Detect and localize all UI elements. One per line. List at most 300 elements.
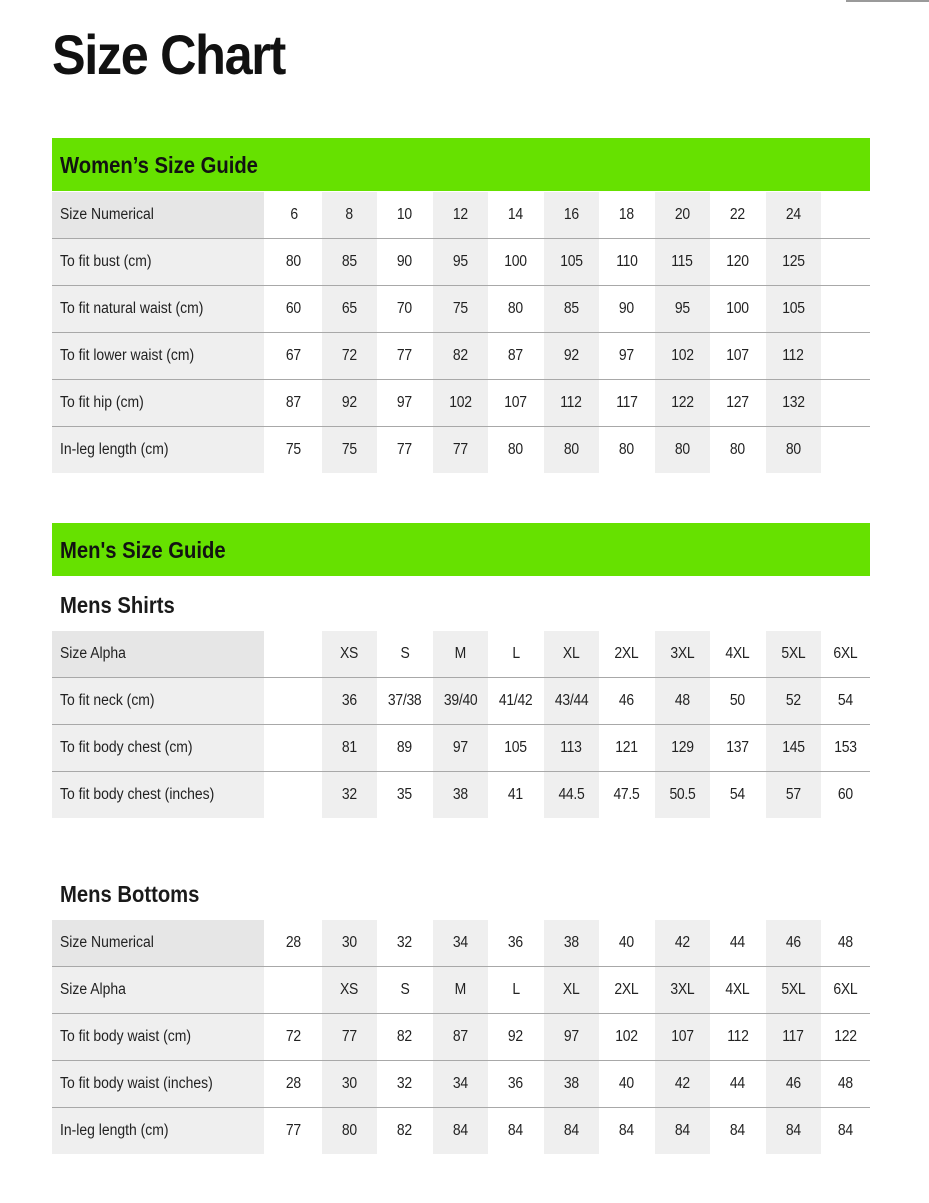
table-cell: [266, 772, 322, 819]
cell-value: 145: [782, 739, 805, 756]
table-cell: [488, 1014, 544, 1061]
table-cell: [766, 1061, 822, 1108]
mens-shirts-table: [52, 631, 870, 818]
table-cell: [655, 380, 711, 427]
table-cell: [710, 1014, 766, 1061]
table-cell: [710, 333, 766, 380]
row-label-text: To fit bust (cm): [60, 253, 152, 270]
cell-value: 77: [286, 1122, 302, 1139]
table-cell: [599, 967, 655, 1014]
cell-value: XS: [340, 981, 359, 998]
table-cell: [433, 967, 489, 1014]
mens-shirts-title: Mens Shirts: [60, 592, 175, 618]
table-cell: [488, 631, 544, 678]
cell-value: XL: [562, 645, 580, 662]
cell-value: 24: [785, 206, 801, 223]
table-cell: [821, 772, 870, 819]
table-cell: [433, 1061, 489, 1108]
cell-value: 46: [619, 692, 635, 709]
cell-value: 57: [785, 786, 801, 803]
table-cell: [655, 678, 711, 725]
cell-value: 32: [341, 786, 357, 803]
table-cell: [377, 772, 433, 819]
cell-value: 84: [785, 1122, 801, 1139]
table-cell: [821, 1108, 870, 1155]
table-cell: [377, 239, 433, 286]
table-cell: [655, 286, 711, 333]
table-cell: [710, 678, 766, 725]
cell-value: 105: [560, 253, 583, 270]
table-cell: [544, 192, 600, 239]
table-cell: [322, 1061, 378, 1108]
table-cell: [488, 333, 544, 380]
table-cell: [766, 427, 822, 474]
cell-value: 60: [286, 300, 302, 317]
cell-value: 137: [726, 739, 749, 756]
table-cell: [488, 967, 544, 1014]
cell-value: 41: [508, 786, 524, 803]
table-cell: [488, 725, 544, 772]
cell-value: 102: [449, 394, 472, 411]
table-cell: [266, 678, 322, 725]
table-cell: [821, 1061, 870, 1108]
table-cell: [599, 631, 655, 678]
table-cell: [322, 967, 378, 1014]
cell-value: 107: [671, 1028, 694, 1045]
cell-value: 14: [508, 206, 524, 223]
table-row-to-fit-bust-cm: [52, 239, 870, 286]
cell-value: 72: [341, 347, 357, 364]
cell-value: 36: [341, 692, 357, 709]
cell-value: 41/42: [498, 692, 533, 709]
table-row-size-alpha: [52, 631, 870, 678]
table-cell: [488, 772, 544, 819]
table-cell: [433, 333, 489, 380]
cell-value: 105: [504, 739, 527, 756]
cell-value: 60: [838, 786, 853, 803]
table-cell: [710, 631, 766, 678]
cell-value: 38: [563, 934, 579, 951]
table-cell: [766, 772, 822, 819]
cell-value: 37/38: [387, 692, 422, 709]
row-label-text: To fit body chest (cm): [60, 739, 193, 756]
row-label: [52, 920, 264, 967]
cell-value: 117: [782, 1028, 804, 1045]
cell-value: 102: [615, 1028, 638, 1045]
cell-value: 38: [563, 1075, 579, 1092]
row-label: [52, 239, 264, 286]
cell-value: 32: [397, 934, 413, 951]
table-cell: [766, 725, 822, 772]
cell-value: S: [400, 981, 410, 998]
table-cell: [433, 631, 489, 678]
table-cell: [433, 427, 489, 474]
table-cell: [655, 920, 711, 967]
table-cell: [322, 772, 378, 819]
cell-value: 92: [563, 347, 579, 364]
cell-value: 113: [560, 739, 582, 756]
table-cell: [266, 1061, 322, 1108]
table-cell: [433, 1014, 489, 1061]
top-edge-line: [846, 0, 929, 2]
table-cell: [322, 678, 378, 725]
cell-value: 80: [286, 253, 302, 270]
table-cell: [655, 427, 711, 474]
table-cell: [821, 427, 870, 474]
table-row-in-leg-length-cm: [52, 427, 870, 474]
cell-value: 32: [397, 1075, 413, 1092]
table-cell: [710, 967, 766, 1014]
table-cell: [266, 427, 322, 474]
table-cell: [488, 1061, 544, 1108]
row-label-text: To fit natural waist (cm): [60, 300, 204, 317]
table-cell: [377, 286, 433, 333]
table-cell: [710, 920, 766, 967]
cell-value: 77: [341, 1028, 357, 1045]
cell-value: 120: [726, 253, 749, 270]
cell-value: 8: [345, 206, 353, 223]
womens-section-header: [52, 138, 870, 191]
cell-value: 84: [563, 1122, 579, 1139]
table-cell: [655, 192, 711, 239]
table-cell: [821, 1014, 870, 1061]
row-label-text: To fit neck (cm): [60, 692, 155, 709]
table-row-to-fit-hip-cm: [52, 380, 870, 427]
cell-value: 112: [782, 347, 804, 364]
cell-value: 42: [674, 1075, 690, 1092]
cell-value: 34: [452, 934, 468, 951]
table-cell: [599, 380, 655, 427]
table-cell: [710, 1061, 766, 1108]
cell-value: 70: [397, 300, 413, 317]
row-label: [52, 1108, 264, 1155]
cell-value: 87: [286, 394, 302, 411]
row-label: [52, 631, 264, 678]
table-cell: [544, 678, 600, 725]
table-cell: [544, 333, 600, 380]
cell-value: 2XL: [614, 981, 639, 998]
table-cell: [821, 678, 870, 725]
table-cell: [433, 380, 489, 427]
table-row-to-fit-body-chest-cm: [52, 725, 870, 772]
row-label: [52, 192, 264, 239]
cell-value: 102: [671, 347, 694, 364]
cell-value: 12: [452, 206, 468, 223]
table-cell: [433, 192, 489, 239]
row-label: [52, 772, 264, 819]
cell-value: 43/44: [554, 692, 589, 709]
row-label: [52, 967, 264, 1014]
table-cell: [544, 239, 600, 286]
table-cell: [322, 427, 378, 474]
cell-value: 75: [341, 441, 357, 458]
table-cell: [322, 1014, 378, 1061]
cell-value: 44: [730, 1075, 746, 1092]
table-cell: [599, 239, 655, 286]
cell-value: 122: [671, 394, 694, 411]
cell-value: 87: [452, 1028, 468, 1045]
mens-bottoms-table: [52, 920, 870, 1154]
table-cell: [433, 772, 489, 819]
row-label-text: In-leg length (cm): [60, 1122, 169, 1139]
table-cell: [377, 725, 433, 772]
cell-value: 82: [397, 1122, 413, 1139]
table-cell: [377, 380, 433, 427]
table-cell: [655, 333, 711, 380]
cell-value: 122: [834, 1028, 857, 1045]
table-cell: [544, 725, 600, 772]
row-label-text: To fit body waist (cm): [60, 1028, 192, 1045]
table-cell: [377, 333, 433, 380]
table-cell: [544, 920, 600, 967]
table-cell: [710, 772, 766, 819]
table-cell: [322, 920, 378, 967]
cell-value: 97: [452, 739, 468, 756]
row-label-text: In-leg length (cm): [60, 441, 169, 458]
cell-value: 97: [619, 347, 635, 364]
cell-value: 97: [397, 394, 413, 411]
table-cell: [655, 1108, 711, 1155]
table-cell: [766, 333, 822, 380]
table-cell: [266, 380, 322, 427]
cell-value: 80: [563, 441, 579, 458]
table-cell: [655, 967, 711, 1014]
table-cell: [710, 725, 766, 772]
table-cell: [821, 239, 870, 286]
cell-value: 80: [619, 441, 635, 458]
table-cell: [544, 967, 600, 1014]
cell-value: 153: [834, 739, 857, 756]
table-cell: [266, 1108, 322, 1155]
table-cell: [322, 725, 378, 772]
table-cell: [599, 427, 655, 474]
cell-value: 6: [289, 206, 298, 223]
table-cell: [433, 286, 489, 333]
cell-value: L: [511, 645, 520, 662]
table-cell: [377, 1061, 433, 1108]
cell-value: 4XL: [725, 981, 750, 998]
table-cell: [322, 1108, 378, 1155]
cell-value: M: [454, 645, 466, 662]
row-label-text: Size Numerical: [60, 206, 154, 223]
cell-value: 52: [785, 692, 801, 709]
cell-value: 34: [452, 1075, 468, 1092]
cell-value: 89: [397, 739, 413, 756]
cell-value: 90: [619, 300, 635, 317]
table-cell: [488, 1108, 544, 1155]
cell-value: 105: [782, 300, 805, 317]
table-cell: [266, 286, 322, 333]
row-label: [52, 286, 264, 333]
table-cell: [433, 920, 489, 967]
cell-value: 84: [619, 1122, 635, 1139]
cell-value: 75: [286, 441, 302, 458]
cell-value: 107: [726, 347, 749, 364]
cell-value: 72: [286, 1028, 302, 1045]
cell-value: 84: [674, 1122, 690, 1139]
row-label-text: To fit body chest (inches): [60, 786, 215, 803]
cell-value: L: [511, 981, 520, 998]
table-cell: [488, 380, 544, 427]
mens-section-header: [52, 523, 870, 576]
table-cell: [544, 427, 600, 474]
table-cell: [599, 1061, 655, 1108]
cell-value: 85: [563, 300, 579, 317]
cell-value: 80: [508, 300, 524, 317]
cell-value: 80: [730, 441, 746, 458]
table-cell: [766, 967, 822, 1014]
cell-value: 80: [508, 441, 524, 458]
cell-value: 121: [615, 739, 638, 756]
row-label: [52, 725, 264, 772]
table-cell: [377, 1014, 433, 1061]
table-row-size-numerical: [52, 192, 870, 239]
cell-value: 5XL: [781, 981, 806, 998]
table-cell: [599, 772, 655, 819]
cell-value: 36: [508, 1075, 524, 1092]
table-cell: [710, 286, 766, 333]
table-cell: [655, 239, 711, 286]
cell-value: 85: [341, 253, 357, 270]
cell-value: 38: [452, 786, 468, 803]
table-cell: [544, 631, 600, 678]
cell-value: 117: [616, 394, 638, 411]
table-cell: [488, 192, 544, 239]
cell-value: 54: [730, 786, 746, 803]
cell-value: 112: [560, 394, 582, 411]
table-cell: [766, 1108, 822, 1155]
cell-value: 87: [508, 347, 524, 364]
cell-value: M: [454, 981, 466, 998]
table-cell: [322, 286, 378, 333]
row-label: [52, 380, 264, 427]
cell-value: 36: [508, 934, 524, 951]
cell-value: 77: [452, 441, 468, 458]
cell-value: 40: [619, 1075, 635, 1092]
table-cell: [544, 380, 600, 427]
table-cell: [377, 678, 433, 725]
table-cell: [377, 631, 433, 678]
cell-value: 48: [838, 934, 853, 951]
table-cell: [710, 1108, 766, 1155]
cell-value: 3XL: [670, 645, 695, 662]
table-cell: [266, 967, 322, 1014]
cell-value: 44.5: [558, 786, 585, 803]
table-cell: [821, 192, 870, 239]
table-cell: [821, 967, 870, 1014]
table-cell: [322, 192, 378, 239]
cell-value: S: [400, 645, 410, 662]
table-row-to-fit-body-waist-inches: [52, 1061, 870, 1108]
table-cell: [488, 239, 544, 286]
table-cell: [821, 725, 870, 772]
row-label: [52, 1061, 264, 1108]
table-cell: [377, 920, 433, 967]
table-cell: [544, 772, 600, 819]
table-cell: [599, 1014, 655, 1061]
cell-value: 112: [727, 1028, 749, 1045]
cell-value: 80: [785, 441, 801, 458]
cell-value: 75: [452, 300, 468, 317]
row-label-text: To fit body waist (inches): [60, 1075, 213, 1092]
table-cell: [766, 631, 822, 678]
row-label-text: Size Numerical: [60, 934, 154, 951]
row-label-text: To fit lower waist (cm): [60, 347, 195, 364]
cell-value: 50.5: [669, 786, 696, 803]
cell-value: 80: [674, 441, 690, 458]
table-cell: [266, 333, 322, 380]
table-cell: [377, 1108, 433, 1155]
table-cell: [266, 631, 322, 678]
table-cell: [322, 631, 378, 678]
womens-section-title: Women’s Size Guide: [60, 152, 258, 178]
cell-value: 84: [452, 1122, 468, 1139]
table-cell: [433, 725, 489, 772]
table-cell: [377, 967, 433, 1014]
table-cell: [599, 333, 655, 380]
cell-value: 28: [286, 934, 302, 951]
cell-value: 3XL: [670, 981, 695, 998]
table-cell: [544, 286, 600, 333]
table-cell: [322, 380, 378, 427]
row-label-text: To fit hip (cm): [60, 394, 144, 411]
table-cell: [710, 427, 766, 474]
table-cell: [433, 239, 489, 286]
table-cell: [599, 920, 655, 967]
cell-value: 129: [671, 739, 694, 756]
table-cell: [599, 678, 655, 725]
row-label: [52, 427, 264, 474]
table-row-to-fit-body-waist-cm: [52, 1014, 870, 1061]
cell-value: 54: [838, 692, 853, 709]
table-cell: [544, 1014, 600, 1061]
cell-value: 84: [838, 1122, 853, 1139]
table-cell: [766, 678, 822, 725]
cell-value: 48: [838, 1075, 853, 1092]
table-cell: [655, 1014, 711, 1061]
table-row-in-leg-length-cm: [52, 1108, 870, 1155]
cell-value: 81: [341, 739, 357, 756]
row-label: [52, 333, 264, 380]
cell-value: XL: [562, 981, 580, 998]
cell-value: 5XL: [781, 645, 806, 662]
table-cell: [766, 920, 822, 967]
cell-value: 18: [619, 206, 635, 223]
table-row-to-fit-natural-waist-cm: [52, 286, 870, 333]
table-cell: [322, 333, 378, 380]
table-cell: [655, 631, 711, 678]
cell-value: 48: [674, 692, 690, 709]
mens-section-title: Men's Size Guide: [60, 537, 226, 563]
cell-value: 95: [674, 300, 690, 317]
cell-value: 92: [341, 394, 357, 411]
table-cell: [433, 678, 489, 725]
cell-value: 107: [504, 394, 527, 411]
cell-value: 95: [452, 253, 468, 270]
cell-value: 4XL: [725, 645, 750, 662]
table-cell: [766, 192, 822, 239]
table-cell: [488, 920, 544, 967]
table-cell: [655, 772, 711, 819]
row-label: [52, 678, 264, 725]
womens-size-table: [52, 192, 870, 473]
row-label-text: Size Alpha: [60, 645, 126, 662]
table-cell: [710, 239, 766, 286]
cell-value: 10: [397, 206, 413, 223]
cell-value: 90: [397, 253, 413, 270]
cell-value: 77: [397, 347, 413, 364]
cell-value: 82: [452, 347, 468, 364]
